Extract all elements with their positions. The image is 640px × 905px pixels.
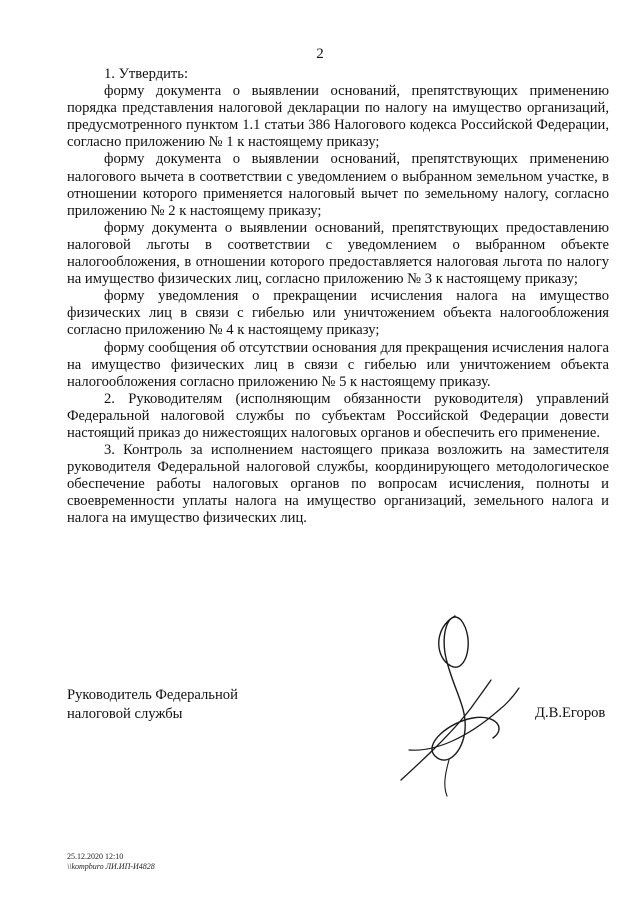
paragraph-6: форму сообщения об отсутствии основания для прекращения исчисления налога на имущество физических лиц в связи с гибелью или уничтожением объекта налогообложения согласно приложению № 5 к настоящему приказу. <box>67 339 609 390</box>
order-body <box>67 66 609 528</box>
paragraph-3: форму документа о выявлении оснований, препятствующих применению налогового вычета в соответствии с уведомлением о выбранном земельном участке, в отношении которого применяется налоговый вычет по земельному налогу, согласно приложению № 2 к настоящему приказу; <box>67 151 609 219</box>
handwritten-signature <box>395 610 525 800</box>
paragraph-1: 1. Утвердить: <box>104 66 189 82</box>
footer-date: 25.12.2020 12:10 <box>67 852 124 861</box>
page-number: 2 <box>316 46 324 62</box>
paragraph-8: 3. Контроль за исполнением настоящего приказа возложить на заместителя руководителя Федеральной налоговой службы, координирующего методологическое обеспечение работы налоговых органов по вопросам исчисления, полноты и своевременности уплаты налога на имущество организаций, земельного налога и налога на имущество физических лиц. <box>67 442 609 527</box>
signatory-title <box>67 686 238 724</box>
paragraph-7: 2. Руководителям (исполняющим обязанности руководителя) управлений Федеральной налоговой службы по субъектам Российской Федерации довести настоящий приказ до нижестоящих налоговых органов и обеспечить его применение. <box>67 390 609 441</box>
paragraph-4: форму документа о выявлении оснований, препятствующих предоставлению налоговой льготы в соответствии с уведомлением о выбранном объекте налогообложения, в отношении которого предоставляется налоговая льгота по налогу на имущество физических лиц, согласно приложению № 3 к настоящему приказу; <box>67 219 609 288</box>
paragraph-5: форму уведомления о прекращении исчисления налога на имущество физических лиц в связи с гибелью или уничтожением объекта налогообложения согласно приложению № 4 к настоящему приказу; <box>67 288 609 339</box>
signatory-name: Д.В.Егоров <box>535 705 606 721</box>
footer-system-id: \\kompburo ЛИ.ИП-И4828 <box>67 862 155 871</box>
signatory-title-line2: налоговой службы <box>67 706 183 722</box>
document-footer <box>67 852 155 872</box>
signatory-title-line1: Руководитель Федеральной <box>67 687 238 703</box>
paragraph-2: форму документа о выявлении оснований, препятствующих применению порядка представления налоговой декларации по налогу на имущество организаций, предусмотренного пунктом 1.1 статьи 386 Налогового кодекса Российской Федерации, согласно приложению № 1 к настоящему приказу; <box>67 83 609 151</box>
